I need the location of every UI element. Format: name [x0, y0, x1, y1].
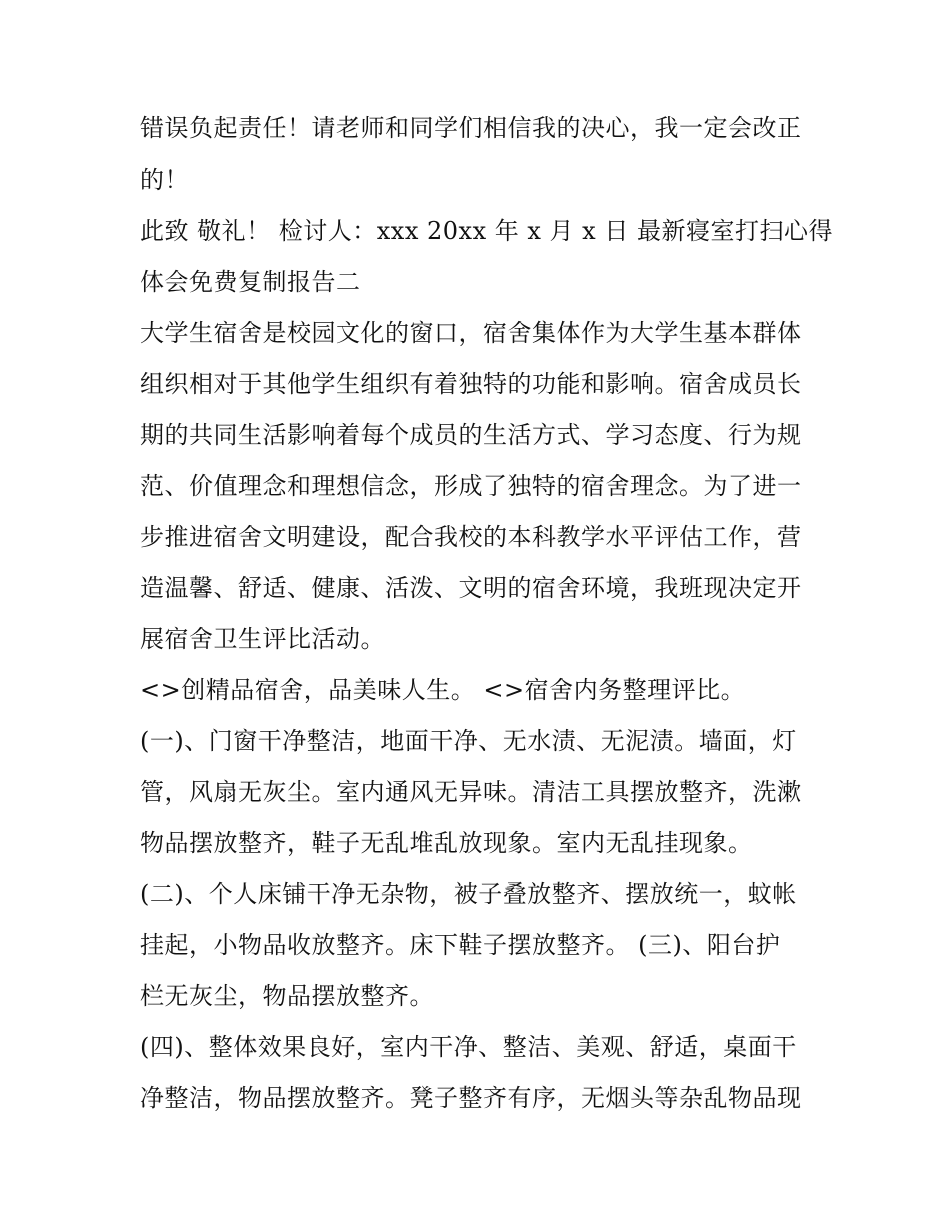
text-line-19: (四)、整体效果良好，室内干净、整洁、美观、舒适，桌面干 [140, 1033, 797, 1061]
text-line-15: 物品摆放整齐，鞋子无乱堆乱放现象。室内无乱挂现象。 [140, 829, 753, 857]
text-line-16: (二)、个人床铺干净无杂物，被子叠放整齐、摆放统一，蚊帐 [140, 880, 797, 908]
text-line-6: 组织相对于其他学生组织有着独特的功能和影响。宿舍成员长 [140, 370, 802, 398]
text-line-3: 此致 敬礼！ 检讨人：xxx 20xx 年 x 月 x 日 最新寝室打扫心得 [140, 217, 833, 245]
text-line-18: 栏无灰尘，物品摆放整齐。 [140, 982, 434, 1010]
text-line-5: 大学生宿舍是校园文化的窗口，宿舍集体作为大学生基本群体 [140, 319, 802, 347]
text-line-17: 挂起，小物品收放整齐。床下鞋子摆放整齐。 (三)、阳台护 [140, 931, 781, 959]
text-line-2: 的！ [140, 166, 189, 194]
text-line-4: 体会免费复制报告二 [140, 268, 361, 296]
text-line-12: <>创精品宿舍，品美味人生。 <>宿舍内务整理评比。 [140, 676, 746, 704]
text-line-14: 管，风扇无灰尘。室内通风无异味。清洁工具摆放整齐，洗漱 [140, 778, 802, 806]
text-line-11: 展宿舍卫生评比活动。 [140, 625, 385, 653]
text-line-13: (一)、门窗干净整洁，地面干净、无水渍、无泥渍。墙面，灯 [140, 727, 797, 755]
text-line-1: 错误负起责任！请老师和同学们相信我的决心，我一定会改正 [140, 114, 802, 142]
text-line-8: 范、价值理念和理想信念，形成了独特的宿舍理念。为了进一 [140, 472, 802, 500]
text-line-10: 造温馨、舒适、健康、活泼、文明的宿舍环境，我班现决定开 [140, 574, 802, 602]
text-line-9: 步推进宿舍文明建设，配合我校的本科教学水平评估工作，营 [140, 523, 802, 551]
text-line-20: 净整洁，物品摆放整齐。凳子整齐有序，无烟头等杂乱物品现 [140, 1084, 802, 1112]
text-line-7: 期的共同生活影响着每个成员的生活方式、学习态度、行为规 [140, 421, 802, 449]
